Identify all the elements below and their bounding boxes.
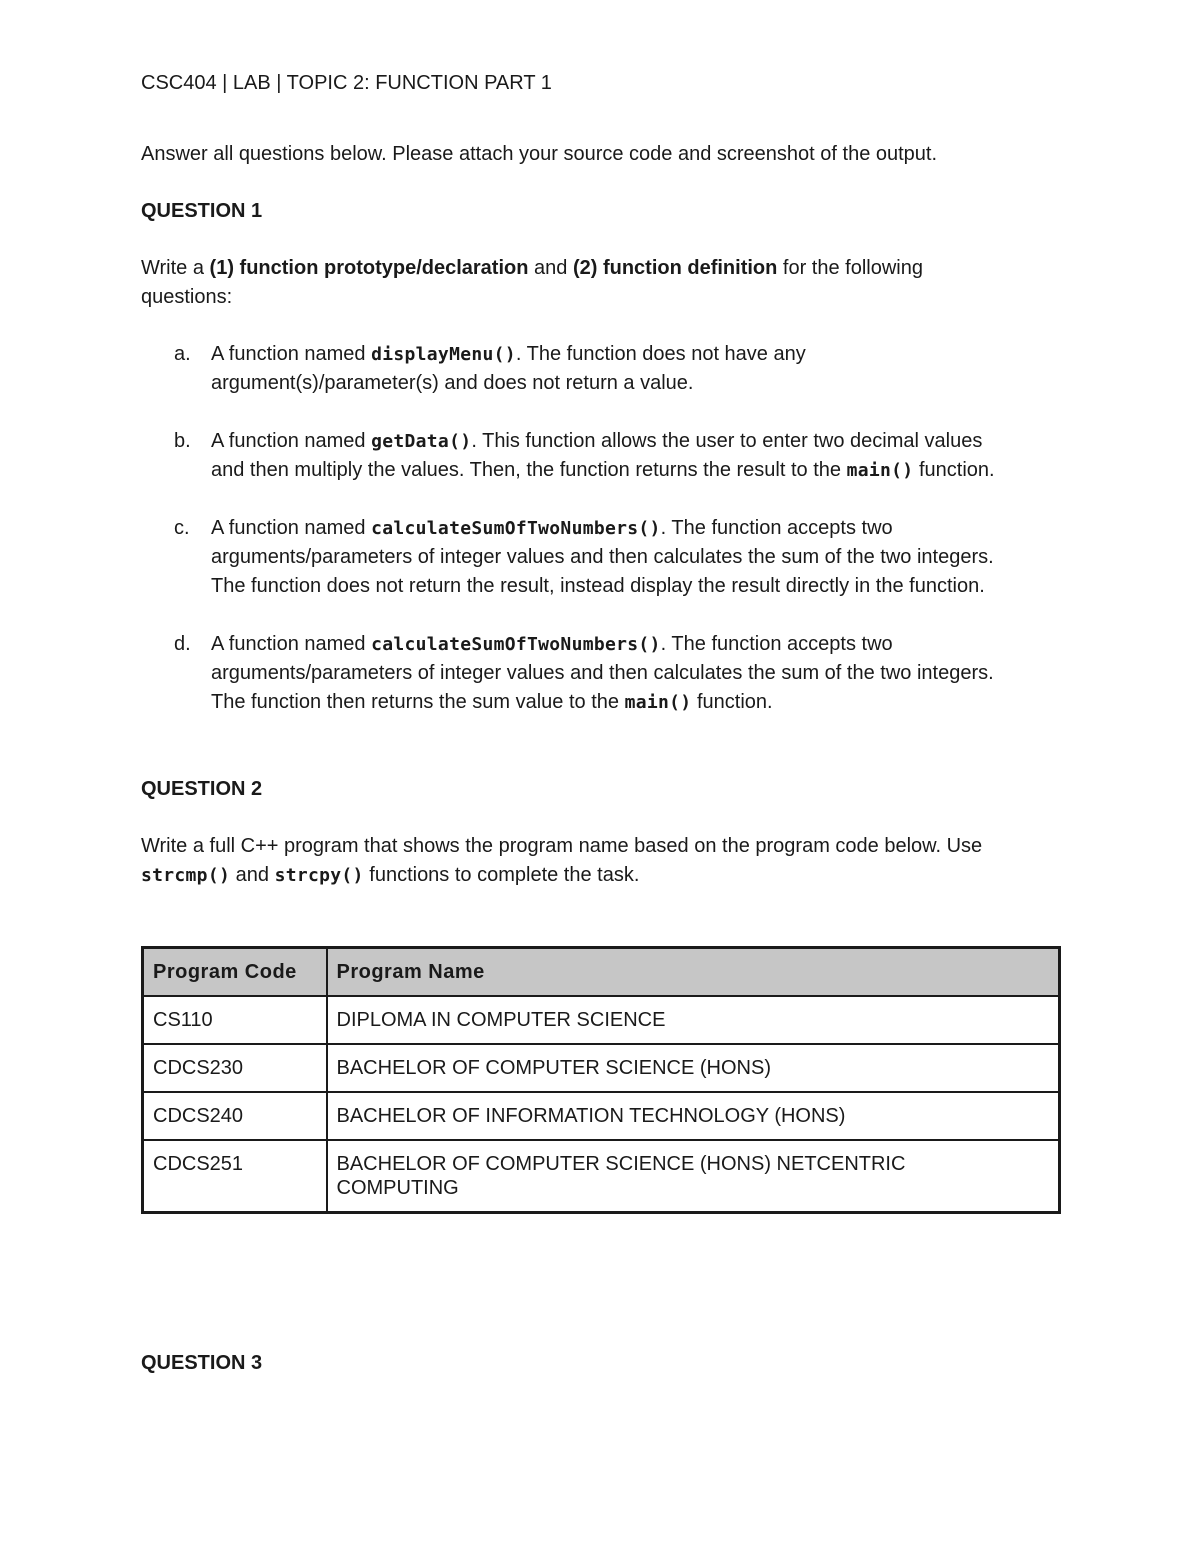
code-strcpy: strcpy() [274, 865, 364, 886]
code-function-name: calculateSumOfTwoNumbers() [371, 634, 661, 655]
item-text: . This function allows the user to enter two decimal values [471, 430, 983, 452]
item-text-line2: arguments/parameters of integer values and then calculates the sum of the two integers. [211, 546, 994, 568]
list-item-letter: a. [174, 343, 191, 365]
item-text: A function named [211, 430, 372, 452]
table-row [143, 1092, 1060, 1140]
list-item-letter: d. [174, 633, 191, 655]
intro-text: Write a [141, 257, 210, 279]
table-header-program-name: Program Name [327, 948, 1060, 997]
program-table [141, 946, 1061, 1214]
table-cell-code: CDCS240 [143, 1092, 327, 1140]
item-text: . The function accepts two [660, 517, 893, 539]
document-header: CSC404 | LAB | TOPIC 2: FUNCTION PART 1 [141, 72, 552, 94]
item-text-line2: arguments/parameters of integer values and then calculates the sum of the two integers. [211, 662, 994, 684]
table-header-row [143, 948, 1060, 997]
intro-bold-definition: (2) function definition [572, 257, 778, 279]
intro-bold-prototype: (1) function prototype/declaration [209, 257, 529, 279]
list-item-body [211, 630, 1071, 717]
list-item-body [211, 340, 1071, 398]
list-item-letter: c. [174, 517, 190, 539]
question-1-intro [141, 254, 923, 312]
code-function-name: main() [624, 692, 692, 713]
item-text: A function named [211, 343, 372, 365]
item-text: and then multiply the values. Then, the function returns the result to the [211, 459, 847, 481]
item-text-line2: argument(s)/parameter(s) and does not return a value. [211, 372, 694, 394]
item-text: A function named [211, 517, 372, 539]
question-2-intro [141, 832, 982, 890]
table-row [143, 1044, 1060, 1092]
item-text-line3: The function does not return the result, instead display the result directly in the function. [211, 575, 985, 597]
question-3-heading: QUESTION 3 [141, 1352, 263, 1374]
item-text: . The function accepts two [660, 633, 893, 655]
table-cell-name [327, 1140, 1060, 1213]
item-text: . The function does not have any [515, 343, 806, 365]
item-text: A function named [211, 633, 372, 655]
instructions-text: Answer all questions below. Please attach your source code and screenshot of the output. [141, 143, 938, 165]
table-cell-name-line1: BACHELOR OF COMPUTER SCIENCE (HONS) NETCENTRIC [336, 1153, 906, 1175]
q2-text: functions to complete the task. [363, 864, 640, 886]
code-function-name: getData() [371, 431, 472, 452]
code-strcmp: strcmp() [141, 865, 231, 886]
table-cell-code: CDCS251 [143, 1140, 327, 1213]
table-row [143, 996, 1060, 1044]
q2-text-line1: Write a full C++ program that shows the program name based on the program code below. Use [141, 835, 983, 857]
q2-text: and [230, 864, 275, 886]
table-cell-code: CDCS230 [143, 1044, 327, 1092]
table-row [143, 1140, 1060, 1213]
item-text: function. [913, 459, 995, 481]
intro-text-line2: questions: [141, 286, 233, 308]
item-text: The function then returns the sum value to the [211, 691, 625, 713]
item-text: function. [691, 691, 773, 713]
question-1-heading: QUESTION 1 [141, 200, 263, 222]
table-cell-name: DIPLOMA IN COMPUTER SCIENCE [327, 996, 1060, 1044]
table-cell-code: CS110 [143, 996, 327, 1044]
question-2-heading: QUESTION 2 [141, 778, 263, 800]
code-function-name: main() [846, 460, 914, 481]
intro-text: for the following [777, 257, 923, 279]
table-cell-name: BACHELOR OF INFORMATION TECHNOLOGY (HONS) [327, 1092, 1060, 1140]
list-item-body [211, 514, 1071, 601]
table-cell-name: BACHELOR OF COMPUTER SCIENCE (HONS) [327, 1044, 1060, 1092]
list-item-body [211, 427, 1071, 485]
intro-text: and [528, 257, 573, 279]
code-function-name: calculateSumOfTwoNumbers() [371, 518, 661, 539]
table-header-program-code: Program Code [143, 948, 327, 997]
code-function-name: displayMenu() [371, 344, 516, 365]
list-item-letter: b. [174, 430, 191, 452]
table-cell-name-line2: COMPUTING [336, 1177, 459, 1199]
